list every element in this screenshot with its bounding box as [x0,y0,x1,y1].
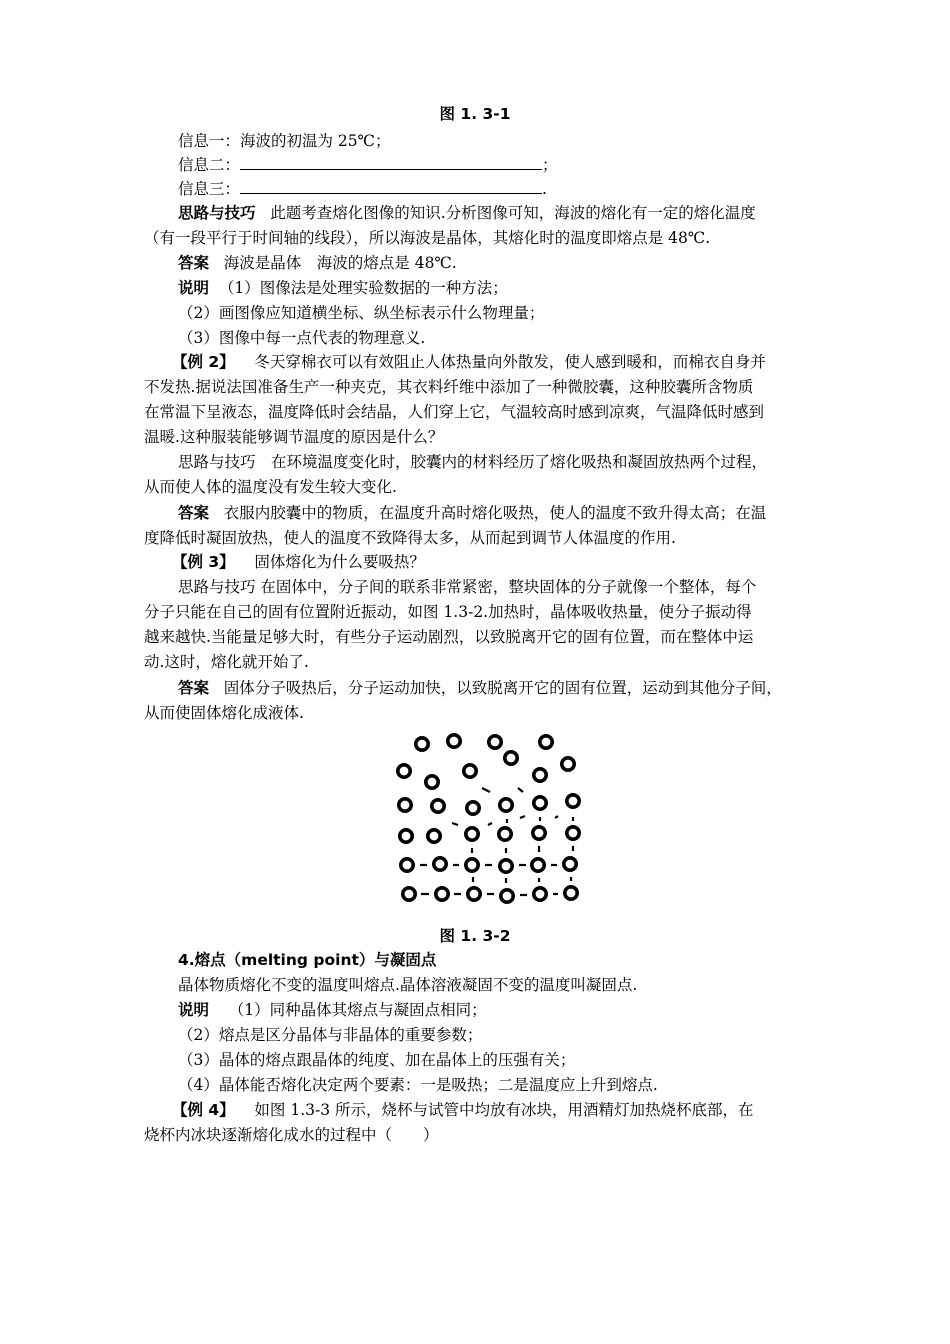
ex3-answer-1: 固体分子吸热后，分子运动加快，以致脱离开它的固有位置，运动到其他分子间， [223,679,782,697]
section-4-note-line-4: （4）晶体能否熔化决定两个要素：一是吸热；二是温度应上升到熔点. [178,1076,658,1094]
info-3-label: 信息三： [178,180,241,198]
molecule-circle [426,776,438,788]
ex1-note-1: （1）图像法是处理实验数据的一种方法； [218,279,508,297]
ex2-question-line-4: 温暖.这种服装能够调节温度的原因是什么？ [144,428,444,446]
ex1-answer-line [178,253,457,273]
molecule-circle [434,858,446,870]
info-line-3 [178,179,547,199]
molecule-circle [436,888,448,900]
ex1-note-line-3: （3）图像中每一点代表的物理意义. [178,329,426,347]
molecule-circle [565,887,577,899]
molecule-circle [466,828,478,840]
molecule-circle [540,736,552,748]
molecule-circle [501,890,513,902]
section-4-note-label: 说明 [178,1001,210,1019]
molecule-circle [399,799,411,811]
ex2-question-line-1 [172,352,766,372]
molecule-circle [562,758,574,770]
ex2-answer-line-1 [178,503,766,523]
ex2-answer-label: 答案 [178,504,210,522]
ex3-answer-line-2: 从而使固体熔化成液体. [144,704,304,722]
section-4-note-line-3: （3）晶体的熔点跟晶体的纯度、加在晶体上的压强有关； [178,1051,576,1069]
ex2-answer-1: 衣服内胶囊中的物质，在温度升高时熔化吸热，使人的温度不致升得太高；在温 [223,504,767,522]
molecule-bond [488,823,492,825]
ex2-question-line-2: 不发热.据说法国准备生产一种夹克，其衣料纤维中添加了一种微胶囊，这种胶囊所含物质 [144,378,754,396]
info-2-label: 信息二： [178,156,241,174]
ex1-thinking-label: 思路与技巧 [178,204,256,222]
ex3-thinking-line-2: 分子只能在自己的固有位置附近振动，如图 1.3-2.加热时，晶体吸收热量，使分子振动得 [144,603,752,621]
molecule-circle [534,888,546,900]
section-4-heading: 4.熔点（melting point）与凝固点 [178,951,437,969]
ex3-label: 【例 3】 [172,553,235,571]
ex4-label: 【例 4】 [172,1101,235,1119]
info-2-end: ； [542,156,558,174]
molecule-circle [403,888,415,900]
molecule-bond [482,788,490,792]
ex3-thinking-line-3: 越来越快.当能量足够大时，有些分子运动剧烈，以致脱离开它的固有位置，而在整体中运 [144,628,754,646]
ex3-answer-label: 答案 [178,679,210,697]
section-4-note-line-2: （2）熔点是区分晶体与非晶体的重要参数； [178,1026,483,1044]
molecule-circle [500,860,512,872]
ex1-thinking-line-1 [178,203,756,223]
molecule-circle [432,800,444,812]
molecule-circle [534,797,546,809]
ex2-thinking-line-1: 思路与技巧 在环境温度变化时，胶囊内的材料经历了熔化吸热和凝固放热两个过程， [178,453,768,471]
ex2-question-1: 冬天穿棉衣可以有效阻止人体热量向外散发，使人感到暖和，而棉衣自身并 [254,353,766,371]
ex2-label: 【例 2】 [172,353,235,371]
molecule-circle [467,802,479,814]
ex3-question: 固体熔化为什么要吸热？ [254,553,425,571]
molecule-circle [564,858,576,870]
molecule-circle [489,736,501,748]
molecule-circle [468,888,480,900]
info-2-blank [240,155,542,170]
molecule-bond [520,816,525,818]
molecule-arrangement-figure [390,728,590,914]
molecule-circle [398,765,410,777]
ex3-answer-line-1 [178,678,782,698]
section-4-note-line-1 [178,1000,487,1020]
info-line-2 [178,155,558,175]
molecule-circle [534,769,546,781]
figure-caption-2: 图 1. 3-2 [439,927,511,945]
molecule-circle [532,859,544,871]
molecule-circle [464,765,476,777]
molecule-circle [466,859,478,871]
molecule-bond [555,816,558,818]
info-3-end: . [542,180,547,198]
molecule-circle [428,830,440,842]
molecule-circle [567,795,579,807]
ex4-question-1: 如图 1.3-3 所示，烧杯与试管中均放有冰块，用酒精灯加热烧杯底部，在 [254,1101,754,1119]
info-line-1: 信息一：海波的初温为 25℃； [178,132,391,150]
molecule-circle [448,735,460,747]
molecule-bond [452,823,458,825]
molecule-circle [567,827,579,839]
info-3-blank [240,179,542,194]
ex4-question-line-1 [172,1100,754,1120]
section-4-note-1: （1）同种晶体其熔点与凝固点相同； [228,1001,487,1019]
figure-caption-1: 图 1. 3-1 [439,105,511,123]
ex1-note-line-1 [178,278,508,298]
molecule-circle [401,859,413,871]
ex3-thinking-line-4: 动.这时，熔化就开始了. [144,653,309,671]
ex1-note-label: 说明 [178,279,210,297]
ex3-question-line [172,552,425,572]
ex1-thinking-text-1: 此题考查熔化图像的知识.分析图像可知，海波的熔化有一定的熔化温度 [270,204,756,222]
molecule-circle [499,828,511,840]
ex1-thinking-line-2: （有一段平行于时间轴的线段），所以海波是晶体，其熔化时的温度即熔点是 48℃. [144,229,711,247]
ex4-question-line-2: 烧杯内冰块逐渐熔化成水的过程中（ ） [144,1126,439,1144]
ex2-question-line-3: 在常温下呈液态，温度降低时会结晶，人们穿上它，气温较高时感到凉爽，气温降低时感到 [144,403,765,421]
molecule-circle [533,827,545,839]
molecule-bond [518,788,523,792]
molecule-circle [505,752,517,764]
ex2-thinking-line-2: 从而使人体的温度没有发生较大变化. [144,478,397,496]
ex2-answer-line-2: 度降低时凝固放热，使人的温度不致降得太多，从而起到调节人体温度的作用. [144,529,676,547]
ex3-thinking-line-1: 思路与技巧 在固体中，分子间的联系非常紧密，整块固体的分子就像一个整体，每个 [178,578,757,596]
ex1-note-line-2: （2）画图像应知道横坐标、纵坐标表示什么物理量； [178,304,545,322]
ex1-answer-label: 答案 [178,254,210,272]
section-4-definition: 晶体物质熔化不变的温度叫熔点.晶体溶液凝固不变的温度叫凝固点. [178,976,638,994]
molecule-circle [400,830,412,842]
ex1-answer-text: 海波是晶体 海波的熔点是 48℃. [223,254,457,272]
molecule-circle [500,799,512,811]
molecule-circle [416,738,428,750]
